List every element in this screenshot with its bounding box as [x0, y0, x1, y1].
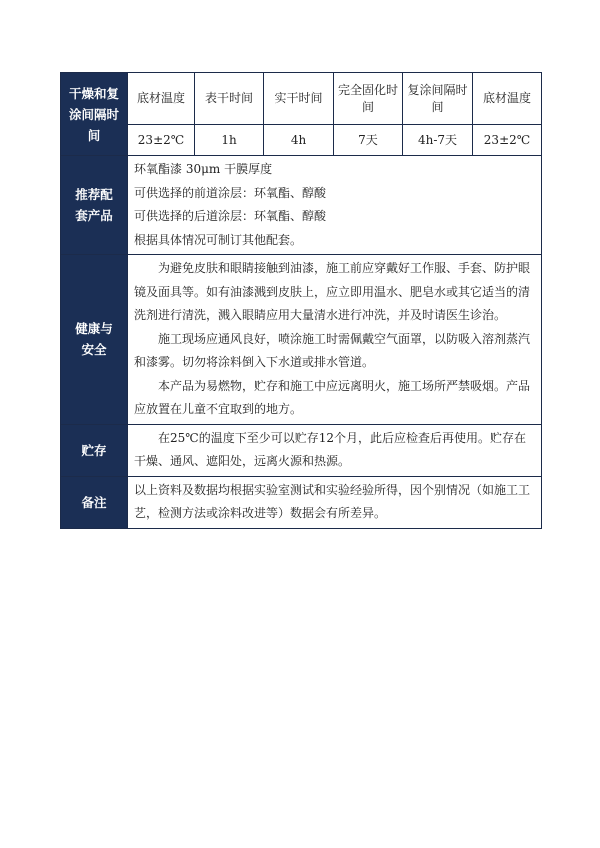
- products-content: [128, 156, 542, 255]
- product-line: 可供选择的后道涂层：环氧酯、醇酸: [134, 209, 327, 223]
- storage-row: [61, 424, 542, 476]
- safety-paragraph: 本产品为易燃物，贮存和施工中应远离明火，施工场所严禁吸烟。产品应放置在儿童不宜取到的地方。: [134, 378, 531, 416]
- header-hard-dry: 实干时间: [264, 73, 334, 125]
- value-hard-dry: 4h: [264, 125, 334, 156]
- value-recoat-interval: 4h-7天: [403, 125, 473, 156]
- header-surface-dry: 表干时间: [195, 73, 264, 125]
- data-sheet: [60, 72, 541, 529]
- remarks-text: 以上资料及数据均根据实验室测试和实验经验所得，因个别情况（如施工工艺，检测方法或涂料改进等）数据会有所差异。: [134, 482, 531, 520]
- remarks-content: [128, 476, 542, 528]
- header-recoat-interval: 复涂间隔时间: [403, 73, 473, 125]
- remarks-row: [61, 476, 542, 528]
- storage-content: [128, 424, 542, 476]
- header-full-cure: 完全固化时间: [334, 73, 403, 125]
- product-line: 根据具体情况可制订其他配套。: [134, 232, 303, 247]
- safety-paragraph: 施工现场应通风良好，喷涂施工时需佩戴空气面罩，以防吸入溶剂蒸汽和漆雾。切勿将涂料倒入下水道或排水管道。: [134, 331, 531, 369]
- storage-text: 在25℃的温度下至少可以贮存12个月，此后应检查后再使用。贮存在干燥、通风、遮阳处，远离火源和热源。: [134, 430, 526, 468]
- product-line: 环氧酯漆 30μm 干膜厚度: [134, 162, 273, 176]
- storage-heading: 贮存: [61, 424, 128, 476]
- drying-value-row: [61, 125, 542, 156]
- products-row: [61, 156, 542, 255]
- value-substrate-temp: 23±2℃: [128, 125, 195, 156]
- drying-header-row: [61, 73, 542, 125]
- value-substrate-temp-2: 23±2℃: [473, 125, 542, 156]
- header-substrate-temp-2: 底材温度: [473, 73, 542, 125]
- spec-table: [60, 72, 542, 529]
- value-full-cure: 7天: [334, 125, 403, 156]
- safety-heading: 健康与安全: [61, 255, 128, 425]
- product-line: 可供选择的前道涂层：环氧酯、醇酸: [134, 185, 327, 200]
- remarks-heading: 备注: [61, 476, 128, 528]
- value-surface-dry: 1h: [195, 125, 264, 156]
- header-substrate-temp: 底材温度: [128, 73, 195, 125]
- safety-paragraph: 为避免皮肤和眼睛接触到油漆，施工前应穿戴好工作服、手套、防护眼镜及面具等。如有油漆溅到皮肤上，应立即用温水、肥皂水或其它适当的清洗剂进行清洗，溅入眼睛应用大量清水进行冲洗，并及时请医生诊治。: [134, 261, 531, 322]
- products-heading: 推荐配套产品: [61, 156, 128, 255]
- safety-row: [61, 255, 542, 425]
- drying-heading: 干燥和复涂间隔时间: [61, 73, 128, 156]
- safety-content: [128, 255, 542, 425]
